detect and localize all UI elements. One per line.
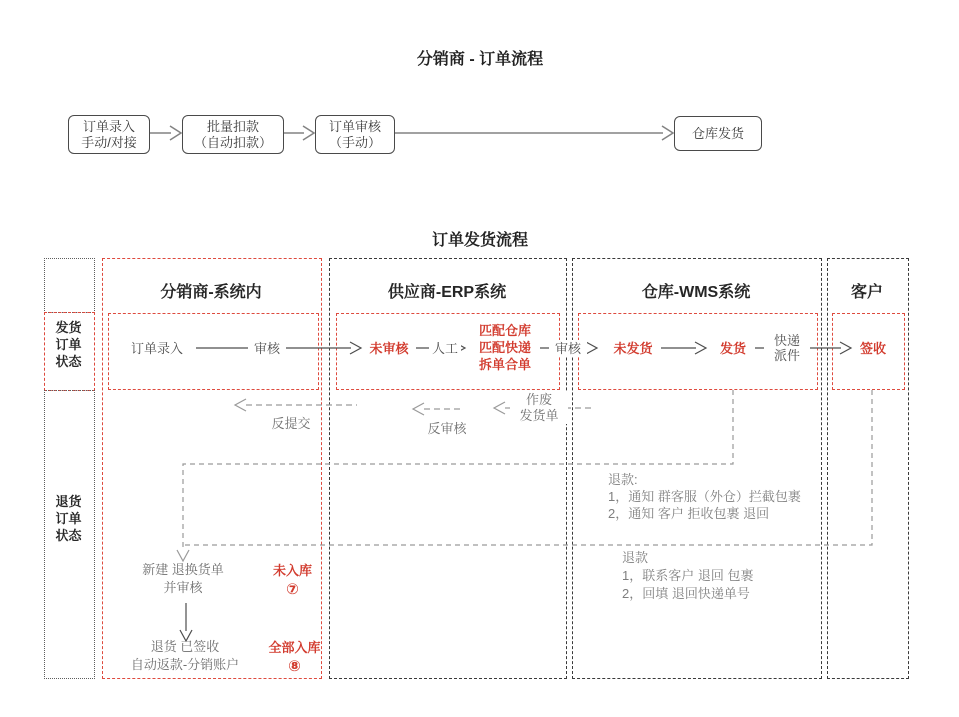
node-signed: 签收 bbox=[859, 341, 886, 356]
row-label-ship-status: 发货 订单 状态 bbox=[55, 320, 82, 369]
arrow-back-resubmit bbox=[235, 399, 357, 411]
node-return-signed: 退货 已签收 自动返款-分销账户 bbox=[130, 639, 240, 672]
row-label-return-status: 退货 订单 状态 bbox=[55, 494, 82, 543]
step-order-audit bbox=[315, 115, 395, 154]
top-flow-title: 分销商 - 订单流程 bbox=[416, 51, 544, 68]
node-not-in-stock: 未入库 ⑦ bbox=[272, 563, 312, 598]
lane-header-warehouse: 仓库-WMS系统 bbox=[641, 284, 751, 301]
step-order-entry-line2: 手动/对接 bbox=[81, 134, 137, 150]
lane-header-supplier: 供应商-ERP系统 bbox=[387, 284, 507, 301]
step-batch-debit-line1: 批量扣款 bbox=[206, 118, 259, 134]
node-all-in-stock: 全部入库 ⑧ bbox=[268, 640, 321, 675]
refund-note-intercept: 退款: 1，通知 群客服（外仓）拦截包裹 2，通知 客户 拒收包裹 退回 bbox=[608, 472, 801, 521]
label-reaudit: 反审核 bbox=[427, 421, 467, 436]
lane-header-distributor: 分销商-系统内 bbox=[160, 284, 262, 301]
label-resubmit: 反提交 bbox=[271, 416, 311, 431]
arrow-unshipped-to-shipped bbox=[661, 342, 706, 354]
refund-note-return: 退款 1，联系客户 退回 包裹 2，回填 退回快递单号 bbox=[622, 550, 754, 601]
arrow-entry-to-debit bbox=[149, 126, 181, 140]
node-create-return-order: 新建 退换货单 并审核 bbox=[142, 562, 224, 595]
arrow-debit-to-audit bbox=[283, 126, 314, 140]
node-shipped: 发货 bbox=[719, 341, 746, 356]
node-unaudited: 未审核 bbox=[369, 341, 409, 356]
step-order-entry-line1: 订单录入 bbox=[82, 118, 135, 134]
step-order-entry bbox=[68, 115, 150, 154]
step-warehouse-ship bbox=[674, 116, 762, 151]
step-warehouse-ship-line1: 仓库发货 bbox=[691, 125, 744, 141]
node-match-operations: 匹配仓库 匹配快递 拆单合单 bbox=[478, 323, 531, 372]
step-batch-debit-line2: （自动扣款） bbox=[193, 134, 272, 150]
label-void-ship-order: 作废 发货单 bbox=[510, 392, 568, 424]
ship-flow-title: 订单发货流程 bbox=[431, 232, 528, 249]
step-order-audit-line1: 订单审核 bbox=[328, 118, 381, 134]
arrow-create-to-signed-return bbox=[180, 603, 192, 641]
label-courier-delivery: 快递 派件 bbox=[764, 333, 810, 363]
label-audit-1: 审核 bbox=[248, 340, 286, 357]
lane-header-customer: 客户 bbox=[850, 284, 883, 301]
arrow-back-reaudit bbox=[413, 403, 461, 415]
step-batch-debit bbox=[182, 115, 284, 154]
step-order-audit-line2: （手动） bbox=[328, 134, 381, 150]
label-audit-2: 审核 bbox=[549, 340, 587, 357]
label-manual: 人工 bbox=[429, 340, 461, 357]
node-order-entry: 订单录入 bbox=[130, 341, 183, 356]
arrow-audit-to-warehouse bbox=[393, 126, 673, 140]
node-unshipped: 未发货 bbox=[613, 341, 653, 356]
